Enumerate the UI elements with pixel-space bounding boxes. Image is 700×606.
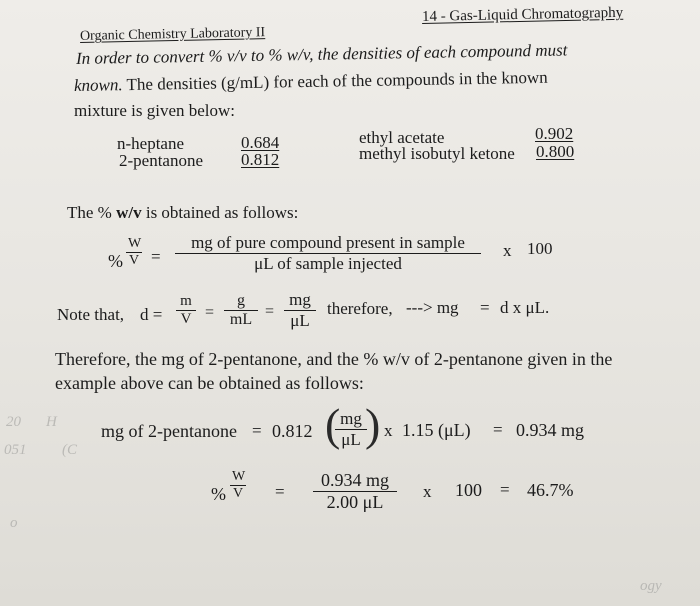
density-name-ethyl-acetate: ethyl acetate (359, 128, 445, 147)
formula1-main-fraction: mg of pure compound present in sample μL of sample injected (175, 233, 481, 273)
bleed-through-mark: H (46, 414, 57, 430)
calc2-result: 46.7% (527, 480, 574, 500)
note-result: d x μL. (500, 298, 550, 317)
density-name-pentanone: 2-pentanone (119, 151, 204, 170)
density-name-heptane: n-heptane (117, 134, 185, 153)
bleed-through-mark: o (10, 515, 18, 531)
bleed-through-mark: (C (62, 442, 77, 458)
density-value-pentanone: 0.812 (241, 150, 280, 169)
header-right: 14 - Gas-Liquid Chromatography (421, 4, 624, 25)
note-mg-over-ul: $\frac{mg}{\mu L}$ (284, 290, 316, 330)
intro-line-3: mixture is given below: (74, 101, 236, 120)
calc1-times: x (384, 421, 393, 440)
para2-line-2: example above can be obtained as follows: (55, 373, 364, 393)
calc1-unit-fraction: $\frac{mg}{\mu L}$ (335, 409, 367, 449)
bleed-through-mark: 20 (6, 414, 21, 430)
note-m-over-v: $\frac{m}{V}$ (176, 293, 196, 329)
calc2-percent: % (211, 484, 226, 504)
density-value-heptane: 0.684 (241, 133, 280, 152)
intro-line-2: known. The densities (g/mL) for each of the compounds in the known (73, 67, 548, 95)
calc1-equals-2: = (493, 420, 503, 439)
note-equals-2: = (265, 303, 275, 320)
calc2-equals-2: = (500, 480, 510, 499)
calc2-times: x (423, 482, 432, 501)
header-left: Organic Chemistry Laboratory II (79, 25, 266, 44)
calc1-result: 0.934 mg (516, 420, 585, 440)
note-g-over-ml: $\frac{g}{mL}$ (224, 292, 258, 330)
note-therefore: therefore, (327, 299, 393, 318)
calc1-equals: = (252, 421, 262, 440)
calc2-wv-fraction: $\frac{W}{V}$ (232, 469, 246, 502)
bleed-through-mark: 051 (4, 442, 27, 458)
formula1-hundred: 100 (527, 239, 553, 258)
calc1-volume: 1.15 (μL) (402, 420, 471, 440)
calc2-equals: = (275, 482, 285, 501)
calc1-density: 0.812 (272, 421, 313, 441)
intro-line-1: In order to convert % v/v to % w/v, the densities of each compound must (75, 40, 568, 68)
calc1-left-paren: ( (325, 399, 341, 450)
density-value-ethyl-acetate: 0.902 (535, 124, 574, 143)
note-equals-3: = (480, 298, 490, 317)
calc2-main-fraction: $\frac{0.934 mg}{2.00 \mu L}$ (313, 470, 397, 512)
note-label: Note that, (57, 305, 125, 324)
formula1-equals: = (151, 247, 161, 266)
density-value-mibk: 0.800 (536, 142, 575, 161)
para2-line-1: Therefore, the mg of 2-pentanone, and the % w/v of 2-pentanone given in the (55, 349, 613, 369)
calc2-hundred: 100 (455, 480, 482, 500)
bleed-through-mark: ogy (640, 578, 662, 594)
density-name-mibk: methyl isobutyl ketone (359, 144, 515, 163)
formula1-wv-fraction: $\frac{W}{V}$ (128, 236, 142, 269)
formula1-percent: % (108, 251, 123, 271)
note-d-equals: d = (140, 305, 163, 324)
note-equals-1: = (205, 304, 215, 321)
calc1-label: mg of 2-pentanone (101, 421, 237, 441)
calc1-right-paren: ) (365, 399, 381, 450)
wv-intro: The % w/v is obtained as follows: (67, 203, 299, 222)
formula1-times: x (503, 241, 512, 260)
note-arrow: ---> mg (406, 298, 459, 317)
